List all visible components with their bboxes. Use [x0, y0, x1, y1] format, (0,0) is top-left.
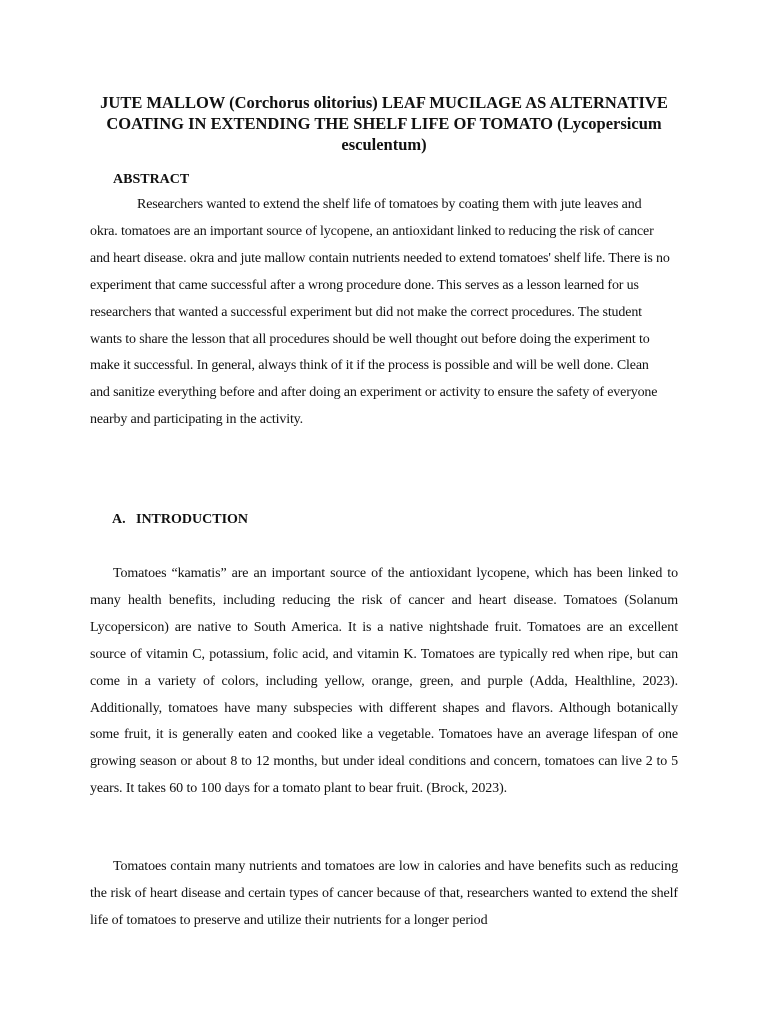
introduction-paragraph: Tomatoes “kamatis” are an important source of the antioxidant lycopene, which has been linked to many health benefits, including reducing the risk of cancer and heart disease. Tomatoes (Solanum Lycopersicon) are native to South America. It is a native nightshade fruit. Tomatoes are an excellent source of vitamin C, potassium, folic acid, and vitamin K. Tomatoes are typically red when ripe, but can come in a variety of colors, including yellow, orange, green, and purple (Adda, Healthline, 2023). Additionally, tomatoes have many subspecies with different shapes and flavors. Although botanically some fruit, it is generally eaten and cooked like a vegetable. Tomatoes have an average lifespan of one growing season or about 8 to 12 months, but under ideal conditions and concern, tomatoes can live 2 to 5 years. It takes 60 to 100 days for a tomato plant to bear fruit. (Brock, 2023).: [90, 566, 678, 797]
introduction-paragraph: Tomatoes contain many nutrients and tomatoes are low in calories and have benefits such as reducing the risk of heart disease and certain types of cancer because of that, researchers wanted to extend the shelf life of tomatoes to preserve and utilize their nutrients for a longer period: [90, 859, 678, 928]
abstract-text: Researchers wanted to extend the shelf life of tomatoes by coating them with jute leaves and okra. tomatoes are an important source of lycopene, an antioxidant linked to reducing the risk of cancer and heart disease. okra and jute mallow contain nutrients needed to extend tomatoes' shelf life. There is no experiment that came successful after a wrong procedure done. This serves as a lesson learned for us researchers that wanted a successful experiment but did not make the correct procedures. The student wants to share the lesson that all procedures should be well thought out before doing the experiment to make it successful. In general, always think of it if the process is possible and will be well done. Clean and sanitize everything before and after doing an experiment or activity to ensure the safety of everyone nearby and participating in the activity.: [90, 197, 670, 428]
section-number: A.: [112, 512, 126, 527]
abstract-heading: ABSTRACT: [113, 172, 190, 187]
paper-title: JUTE MALLOW (Corchorus olitorius) LEAF MUCILAGE AS ALTERNATIVE COATING IN EXTENDING THE SHELF LIFE OF TOMATO (Lycopersicum esculentum): [100, 93, 668, 154]
section-title: INTRODUCTION: [136, 512, 249, 527]
introduction-heading: [112, 510, 248, 530]
